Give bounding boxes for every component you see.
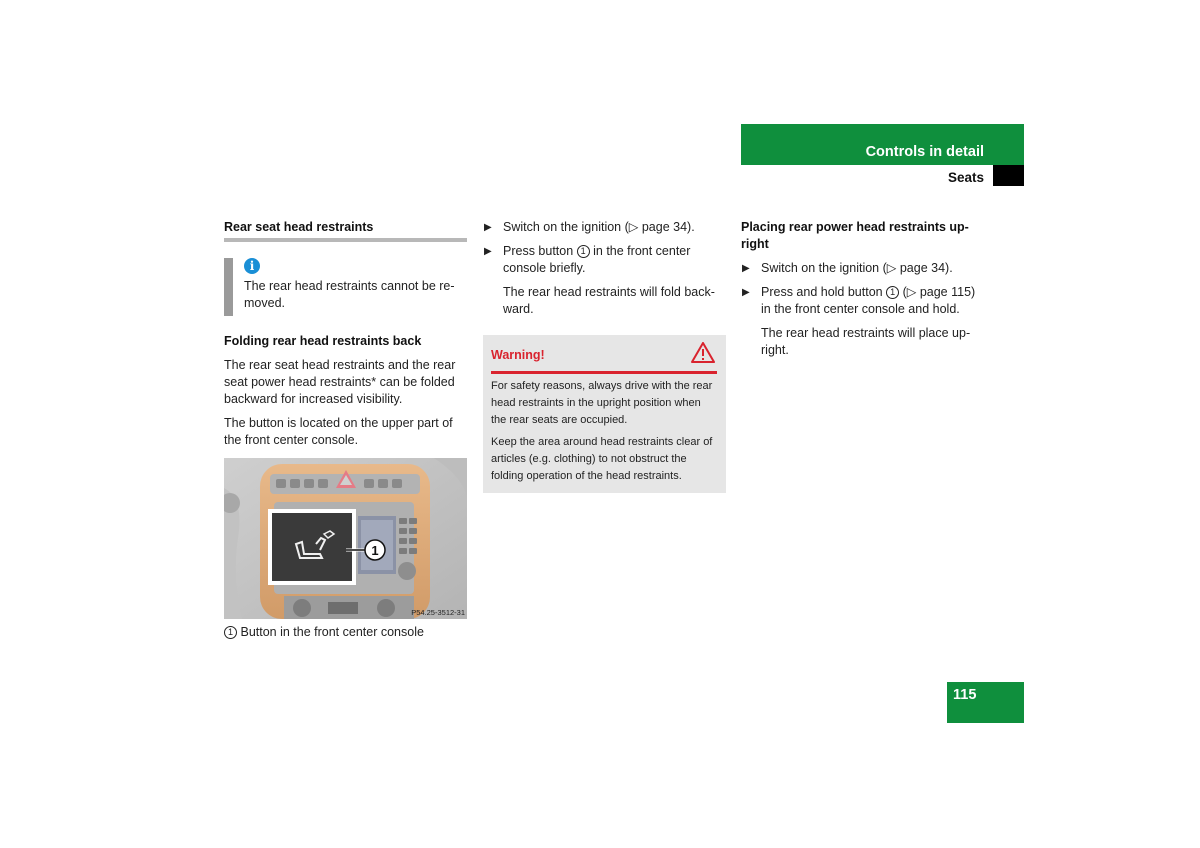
bullet-arrow-icon: ▶ (484, 222, 492, 233)
bullet-arrow-icon: ▶ (742, 287, 750, 298)
step-press-hold-button (741, 284, 984, 318)
header-marker (993, 165, 1024, 186)
button-number-icon: 1 (886, 286, 899, 299)
paragraph-button-location: The button is located on the upper part of the front center console. (224, 416, 453, 447)
heading-rear-seat-head-restraints: Rear seat head restraints (224, 220, 374, 234)
paragraph-description: The rear seat head restraints and the rear seat power head restraints* can be folded backward for increased visibility. (224, 358, 456, 406)
page-number-band (947, 682, 1024, 723)
heading-rule (224, 238, 467, 242)
step-result: The rear head restraints will place up-right. (761, 326, 971, 357)
warning-title: Warning! (491, 348, 545, 362)
heading-folding-back: Folding rear head restraints back (224, 334, 422, 348)
warning-text-1: For safety reasons, always drive with the rear head restraints in the upright position when the rear seats are occupied. (491, 380, 713, 426)
column-middle (483, 219, 726, 493)
info-note (224, 258, 467, 316)
photo-caption (224, 624, 467, 641)
step-text-pre: Press button (503, 244, 577, 258)
info-text: The rear head restraints cannot be re-moved. (244, 279, 455, 310)
column-left (224, 219, 467, 641)
step-text-post: (▷ page 115) in the front center console and hold. (761, 285, 976, 316)
photo-reference-code: P54.25-3512-31 (411, 608, 465, 617)
step-text-pre: Press and hold button (761, 285, 887, 299)
step-text-post: in the front center console briefly. (503, 244, 691, 275)
section-title: Controls in detail (865, 144, 984, 160)
caption-number-icon: 1 (224, 626, 237, 639)
warning-box (483, 335, 726, 493)
section-header (741, 124, 1024, 165)
subsection-header (741, 165, 1024, 186)
step-press-button (483, 243, 726, 277)
photo-callout-1: 1 (371, 543, 379, 558)
subsection-title: Seats (947, 170, 984, 185)
column-right (741, 219, 984, 359)
heading-placing-upright: Placing rear power head restraints up-right (741, 220, 969, 251)
caption-text: Button in the front center console (240, 625, 424, 639)
center-console-photo (224, 458, 467, 619)
warning-triangle-icon (691, 342, 715, 363)
info-icon: i (244, 258, 260, 274)
bullet-arrow-icon: ▶ (742, 263, 750, 274)
bullet-arrow-icon: ▶ (484, 246, 492, 257)
step-switch-ignition (741, 260, 984, 277)
info-bar (224, 258, 233, 316)
warning-text-2: Keep the area around head restraints clear of articles (e.g. clothing) to not obstruct the folding operation of the head restraints. (491, 436, 713, 482)
step-text: Switch on the ignition (▷ page 34). (761, 261, 953, 275)
step-text: Switch on the ignition (▷ page 34). (503, 220, 695, 234)
step-switch-ignition (483, 219, 726, 236)
step-result: The rear head restraints will fold back-ward. (503, 285, 715, 316)
button-number-icon: 1 (577, 245, 590, 258)
page-number: 115 (953, 687, 977, 703)
warning-header (491, 335, 717, 374)
